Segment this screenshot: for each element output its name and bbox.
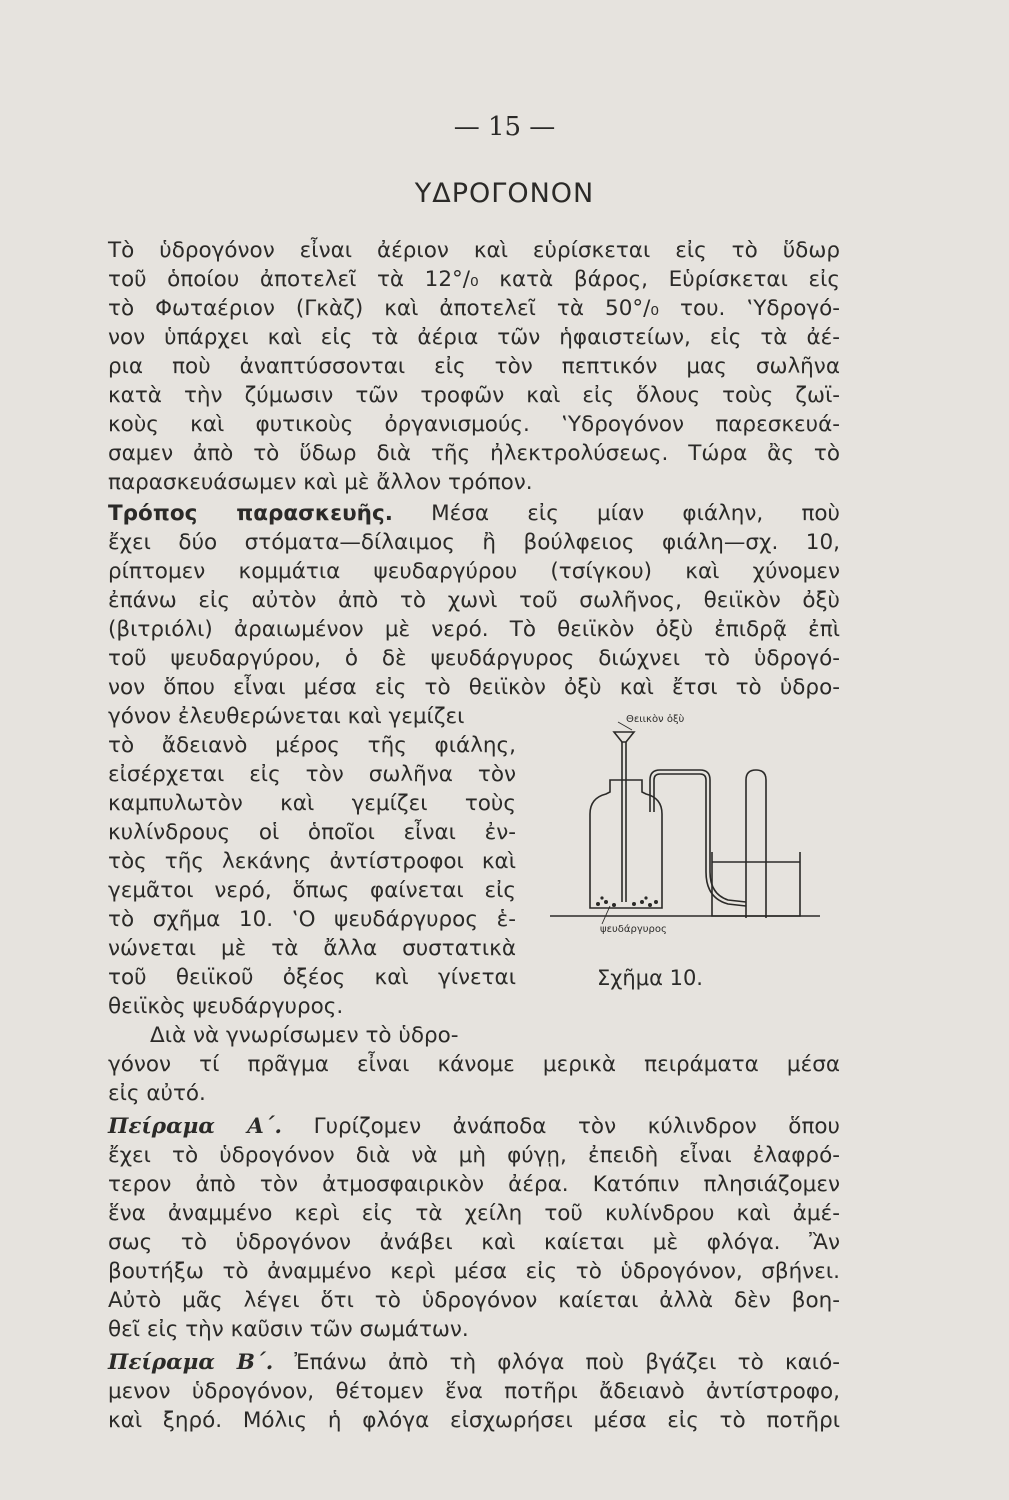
text-line: νον ὅπου εἶναι μέσα εἰς τὸ θειϊκὸν ὀξὺ καὶ ἔτσι τὸ ὑδρο- <box>108 675 840 700</box>
text-line: σαμεν ἀπὸ τὸ ὕδωρ διὰ τῆς ἠλεκτρολύσεως. Τώρα ἂς τὸ <box>108 441 840 466</box>
page-title: ΥΔΡΟΓΟΝΟΝ <box>414 178 595 209</box>
text-line: τοῦ θειϊκοῦ ὀξέος καὶ γίνεται <box>108 965 516 990</box>
section-heading: Τρόπος παρασκευῆς. <box>108 501 393 526</box>
text-line: Τὸ ὑδρογόνον εἶναι ἀέριον καὶ εὑρίσκεται εἰς τὸ ὕδωρ <box>108 238 840 263</box>
text-line: εἰσέρχεται εἰς τὸν σωλῆνα τὸν <box>108 762 516 787</box>
text-span: Μέσα εἰς μίαν φιάλην, ποὺ <box>392 501 840 526</box>
apparatus-drawing <box>550 712 830 942</box>
text-line: ἔχει δύο στόματα—δίλαιμος ἢ βούλφειος φιάλη—σχ. 10, <box>108 530 840 555</box>
text-line: ἐπάνω εἰς αὐτὸν ἀπὸ τὸ χωνὶ τοῦ σωλῆνος, θειϊκὸν ὀξὺ <box>108 588 840 613</box>
text-line: σως τὸ ὑδρογόνον ἀνάβει καὶ καίεται μὲ φλόγα. Ἂν <box>108 1230 840 1255</box>
text-line: (βιτριόλι) ἀραιωμένον μὲ νερό. Τὸ θειϊκὸν ὀξὺ ἐπιδρᾷ ἐπὶ <box>108 617 840 642</box>
text-line: ἔχει τὸ ὑδρογόνον διὰ νὰ μὴ φύγῃ, ἐπειδὴ εἶναι ἐλαφρό- <box>108 1143 840 1168</box>
text-line: κατὰ τὴν ζύμωσιν τῶν τροφῶν καὶ εἰς ὅλους τοὺς ζωϊ- <box>108 383 840 408</box>
text-line: κοὺς καὶ φυτικοὺς ὀργανισμούς. ‛Υδρογόνον παρεσκευά- <box>108 412 840 437</box>
text-line: νον ὑπάρχει καὶ εἰς τὰ ἀέρια τῶν ἡφαιστείων, εἰς τὰ ἀέ- <box>108 325 840 350</box>
text-line: τοῦ ψευδαργύρου, ὁ δὲ ψευδάργυρος διώχνει τὸ ὑδρογό- <box>108 646 840 671</box>
text-line: Διὰ νὰ γνωρίσωμεν τὸ ὑδρο- <box>150 1023 459 1048</box>
text-line: γόνον ἐλευθερώνεται καὶ γεμίζει <box>108 704 465 729</box>
text-line: τὸ ἄδειανὸ μέρος τῆς φιάλης, <box>108 733 516 758</box>
text-line: εἰς αὐτό. <box>108 1081 206 1106</box>
text-line: τερον ἀπὸ τὸν ἀτμοσφαιρικὸν ἀέρα. Κατόπιν πλησιάζομεν <box>108 1172 840 1197</box>
text-line: θεῖ εἰς τὴν καῦσιν τῶν σωμάτων. <box>108 1317 469 1342</box>
text-line: γόνον τί πρᾶγμα εἶναι κάνομε μερικὰ πειράματα μέσα <box>108 1052 840 1077</box>
text-line: καμπυλωτὸν καὶ γεμίζει τοὺς <box>108 791 516 816</box>
text-line: μενον ὑδρογόνον, θέτομεν ἕνα ποτῆρι ἄδειανὸ ἀντίστροφο, <box>108 1379 840 1404</box>
text-span: Γυρίζομεν ἀνάποδα τὸν κύλινδρον ὅπου <box>282 1114 840 1139</box>
text-line: ἕνα ἀναμμένο κερὶ εἰς τὰ χείλη τοῦ κυλίνδρου καὶ ἀμέ- <box>108 1201 840 1226</box>
figure-caption: Σχῆμα 10. <box>597 966 703 990</box>
text-line: Αὐτὸ μᾶς λέγει ὅτι τὸ ὑδρογόνον καίεται ἀλλὰ δὲν βοη- <box>108 1288 840 1313</box>
figure-label-acid: Θειικὸν ὀξὺ <box>626 714 685 725</box>
text-line: κυλίνδρους οἱ ὁποῖοι εἶναι ἐν- <box>108 820 516 845</box>
text-line: βουτήξω τὸ ἀναμμένο κερὶ μέσα εἰς τὸ ὑδρογόνον, σβήνει. <box>108 1259 840 1284</box>
text-line <box>108 1352 840 1374</box>
text-line: παρασκευάσωμεν καὶ μὲ ἄλλον τρόπον. <box>108 470 533 495</box>
text-line <box>108 1116 840 1138</box>
page-number: — 15 — <box>453 112 556 142</box>
text-line: ρια ποὺ ἀναπτύσσονται εἰς τὸν πεπτικόν μας σωλῆνα <box>108 354 840 379</box>
figure-label-zinc: ψευδάργυρος <box>600 924 667 935</box>
text-line: νώνεται μὲ τὰ ἄλλα συστατικὰ <box>108 936 516 961</box>
text-line <box>108 503 840 525</box>
experiment-heading: Πείραμα Β΄. <box>108 1350 274 1375</box>
text-line: θειϊκὸς ψευδάργυρος. <box>108 994 344 1019</box>
text-line: τὸς τῆς λεκάνης ἀντίστροφοι καὶ <box>108 849 516 874</box>
text-line: καὶ ξηρό. Μόλις ἡ φλόγα εἰσχωρήσει μέσα εἰς τὸ ποτῆρι <box>108 1408 840 1433</box>
text-line: τὸ Φωταέριον (Γκὰζ) καὶ ἀποτελεῖ τὰ 50°/₀ του. ‛Υδρογό- <box>108 296 840 321</box>
text-line: γεμᾶτοι νερό, ὅπως φαίνεται εἰς <box>108 878 516 903</box>
text-line: ρίπτομεν κομμάτια ψευδαργύρου (τσίγκου) καὶ χύνομεν <box>108 559 840 584</box>
text-span: Ἐπάνω ἀπὸ τὴ φλόγα ποὺ βγάζει τὸ καιό- <box>273 1350 840 1375</box>
text-line: τοῦ ὁποίου ἀποτελεῖ τὰ 12°/₀ κατὰ βάρος, Εὑρίσκεται εἰς <box>108 267 840 292</box>
apparatus-figure <box>550 712 830 942</box>
experiment-heading: Πείραμα Α΄. <box>108 1114 283 1139</box>
text-line: τὸ σχῆμα 10. ‛Ο ψευδάργυρος ἑ- <box>108 907 516 932</box>
